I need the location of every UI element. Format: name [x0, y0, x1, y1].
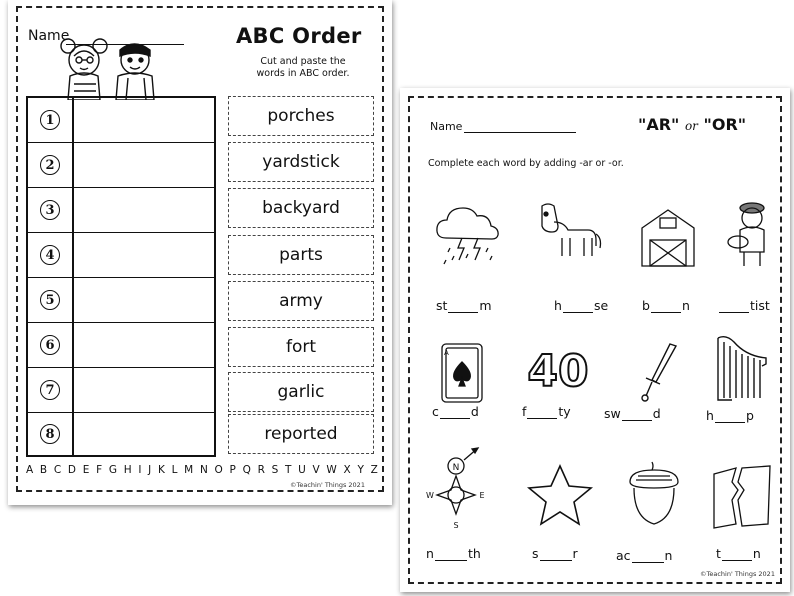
answer-blank[interactable] [440, 406, 470, 419]
alphabet-letter: R [257, 464, 265, 476]
svg-text:A: A [444, 349, 449, 357]
barn-icon [632, 200, 704, 272]
instructions: Cut and paste the words in ABC order. [256, 56, 350, 79]
word-suffix: d [470, 404, 479, 419]
word-item [432, 404, 479, 419]
word-card[interactable]: army [228, 281, 374, 321]
alphabet-letter: S [271, 464, 279, 476]
answer-blank[interactable] [651, 300, 681, 313]
alphabet-letter: F [96, 464, 103, 476]
word-card[interactable]: backyard [228, 188, 374, 228]
row-number: 4 [40, 245, 60, 265]
answer-row[interactable] [28, 143, 214, 188]
word-suffix: th [467, 546, 481, 561]
copyright-credit: ©Teachin' Things 2021 [290, 481, 365, 489]
page-title: ABC Order [236, 24, 362, 48]
answer-blank[interactable] [715, 410, 745, 423]
word-item [436, 298, 492, 313]
row-number: 3 [40, 200, 60, 220]
name-field[interactable] [464, 132, 576, 133]
alphabet-letter: X [343, 464, 351, 476]
ace-card-icon [430, 338, 502, 410]
answer-blank[interactable] [719, 300, 749, 313]
harp-icon [706, 332, 778, 404]
title-or-word: or [684, 119, 698, 133]
abc-order-worksheet [8, 0, 392, 505]
answer-blank[interactable] [622, 408, 652, 421]
word-card[interactable]: yardstick [228, 142, 374, 182]
title-or: "OR" [703, 115, 747, 134]
forty-label: 40 [527, 346, 589, 397]
word-card[interactable]: fort [228, 327, 374, 367]
alphabet-letter: M [184, 464, 194, 476]
alphabet-letter: V [312, 464, 320, 476]
name-label: Name [430, 120, 463, 133]
torn-paper-icon [706, 460, 778, 532]
alphabet-letter: Z [370, 464, 378, 476]
answer-row[interactable] [28, 368, 214, 413]
alphabet-letter: C [53, 464, 62, 476]
answer-row[interactable] [28, 188, 214, 233]
word-suffix: r [572, 546, 578, 561]
answer-row[interactable] [28, 413, 214, 455]
storm-cloud-icon [432, 198, 504, 270]
alphabet-letter: Q [242, 464, 251, 476]
word-prefix: t [716, 546, 721, 561]
alphabet-letter: U [298, 464, 306, 476]
word-prefix: h [706, 408, 714, 423]
word-suffix: n [681, 298, 690, 313]
word-card[interactable]: reported [228, 414, 374, 454]
answer-blank[interactable] [563, 300, 593, 313]
answer-blank[interactable] [448, 300, 478, 313]
alphabet-strip [26, 464, 378, 476]
alphabet-letter: D [67, 464, 76, 476]
alphabet-letter: K [157, 464, 165, 476]
word-prefix: n [426, 546, 434, 561]
word-item [554, 298, 608, 313]
alphabet-letter: E [82, 464, 90, 476]
alphabet-letter: B [39, 464, 48, 476]
alphabet-letter: Y [357, 464, 364, 476]
word-suffix: n [664, 548, 673, 563]
alphabet-letter: A [26, 464, 34, 476]
answer-blank[interactable] [435, 548, 467, 561]
alphabet-letter: N [199, 464, 208, 476]
alphabet-letter: T [284, 464, 292, 476]
alphabet-letter: H [123, 464, 132, 476]
word-item [642, 298, 690, 313]
name-label: Name [28, 28, 70, 44]
alphabet-letter: J [148, 464, 152, 476]
word-suffix: d [652, 406, 661, 421]
word-prefix: h [554, 298, 562, 313]
word-suffix: ty [558, 404, 571, 419]
word-suffix: p [745, 408, 754, 423]
compass-east: E [479, 491, 485, 500]
word-item [604, 406, 661, 421]
compass-north: N [452, 463, 460, 473]
word-prefix: ac [616, 548, 631, 563]
alphabet-letter: W [326, 464, 337, 476]
compass-rose-icon [420, 442, 500, 532]
artist-icon [718, 198, 790, 270]
word-card[interactable]: parts [228, 235, 374, 275]
compass-south: S [453, 521, 459, 530]
word-suffix: n [752, 546, 761, 561]
word-item [426, 546, 481, 561]
word-item [522, 404, 571, 419]
word-card[interactable]: porches [228, 96, 374, 136]
word-suffix: se [593, 298, 609, 313]
row-number: 2 [40, 155, 60, 175]
word-prefix: st [436, 298, 448, 313]
word-suffix: m [479, 298, 492, 313]
alphabet-letter: P [229, 464, 236, 476]
word-prefix: c [432, 404, 439, 419]
compass-west: W [426, 491, 434, 500]
word-prefix: s [532, 546, 539, 561]
word-prefix: f [522, 404, 527, 419]
answer-blank[interactable] [632, 550, 664, 563]
alphabet-letter: L [171, 464, 178, 476]
word-item [532, 546, 578, 561]
word-prefix: sw [604, 406, 621, 421]
alphabet-letter: I [138, 464, 142, 476]
answer-row[interactable] [28, 323, 214, 368]
answer-row[interactable] [28, 233, 214, 278]
instructions: Complete each word by adding -ar or -or. [428, 158, 624, 169]
star-icon [524, 460, 596, 532]
answer-blank[interactable] [527, 406, 557, 419]
row-number: 6 [40, 335, 60, 355]
word-card[interactable]: garlic [228, 372, 374, 412]
kids-illustration-icon [54, 36, 166, 100]
alphabet-letter: O [214, 464, 223, 476]
answer-row[interactable] [28, 278, 214, 323]
word-item [718, 298, 770, 313]
page-title [638, 115, 746, 134]
row-number: 1 [40, 110, 60, 130]
number-forty-icon [522, 338, 594, 410]
sword-icon [624, 338, 696, 410]
answer-table [26, 96, 216, 457]
alphabet-letter: G [108, 464, 117, 476]
answer-blank[interactable] [722, 548, 752, 561]
word-item [706, 408, 754, 423]
answer-blank[interactable] [540, 548, 572, 561]
word-item [716, 546, 761, 561]
word-item [616, 548, 672, 563]
answer-row[interactable] [28, 98, 214, 143]
acorn-icon [618, 458, 690, 530]
copyright-credit: ©Teachin' Things 2021 [700, 570, 775, 578]
word-prefix: b [642, 298, 650, 313]
row-number: 7 [40, 380, 60, 400]
word-suffix: tist [750, 298, 770, 313]
horse-icon [532, 198, 604, 270]
row-number: 5 [40, 290, 60, 310]
ar-or-worksheet [400, 88, 790, 592]
title-ar: "AR" [638, 115, 680, 134]
row-number: 8 [40, 424, 60, 444]
